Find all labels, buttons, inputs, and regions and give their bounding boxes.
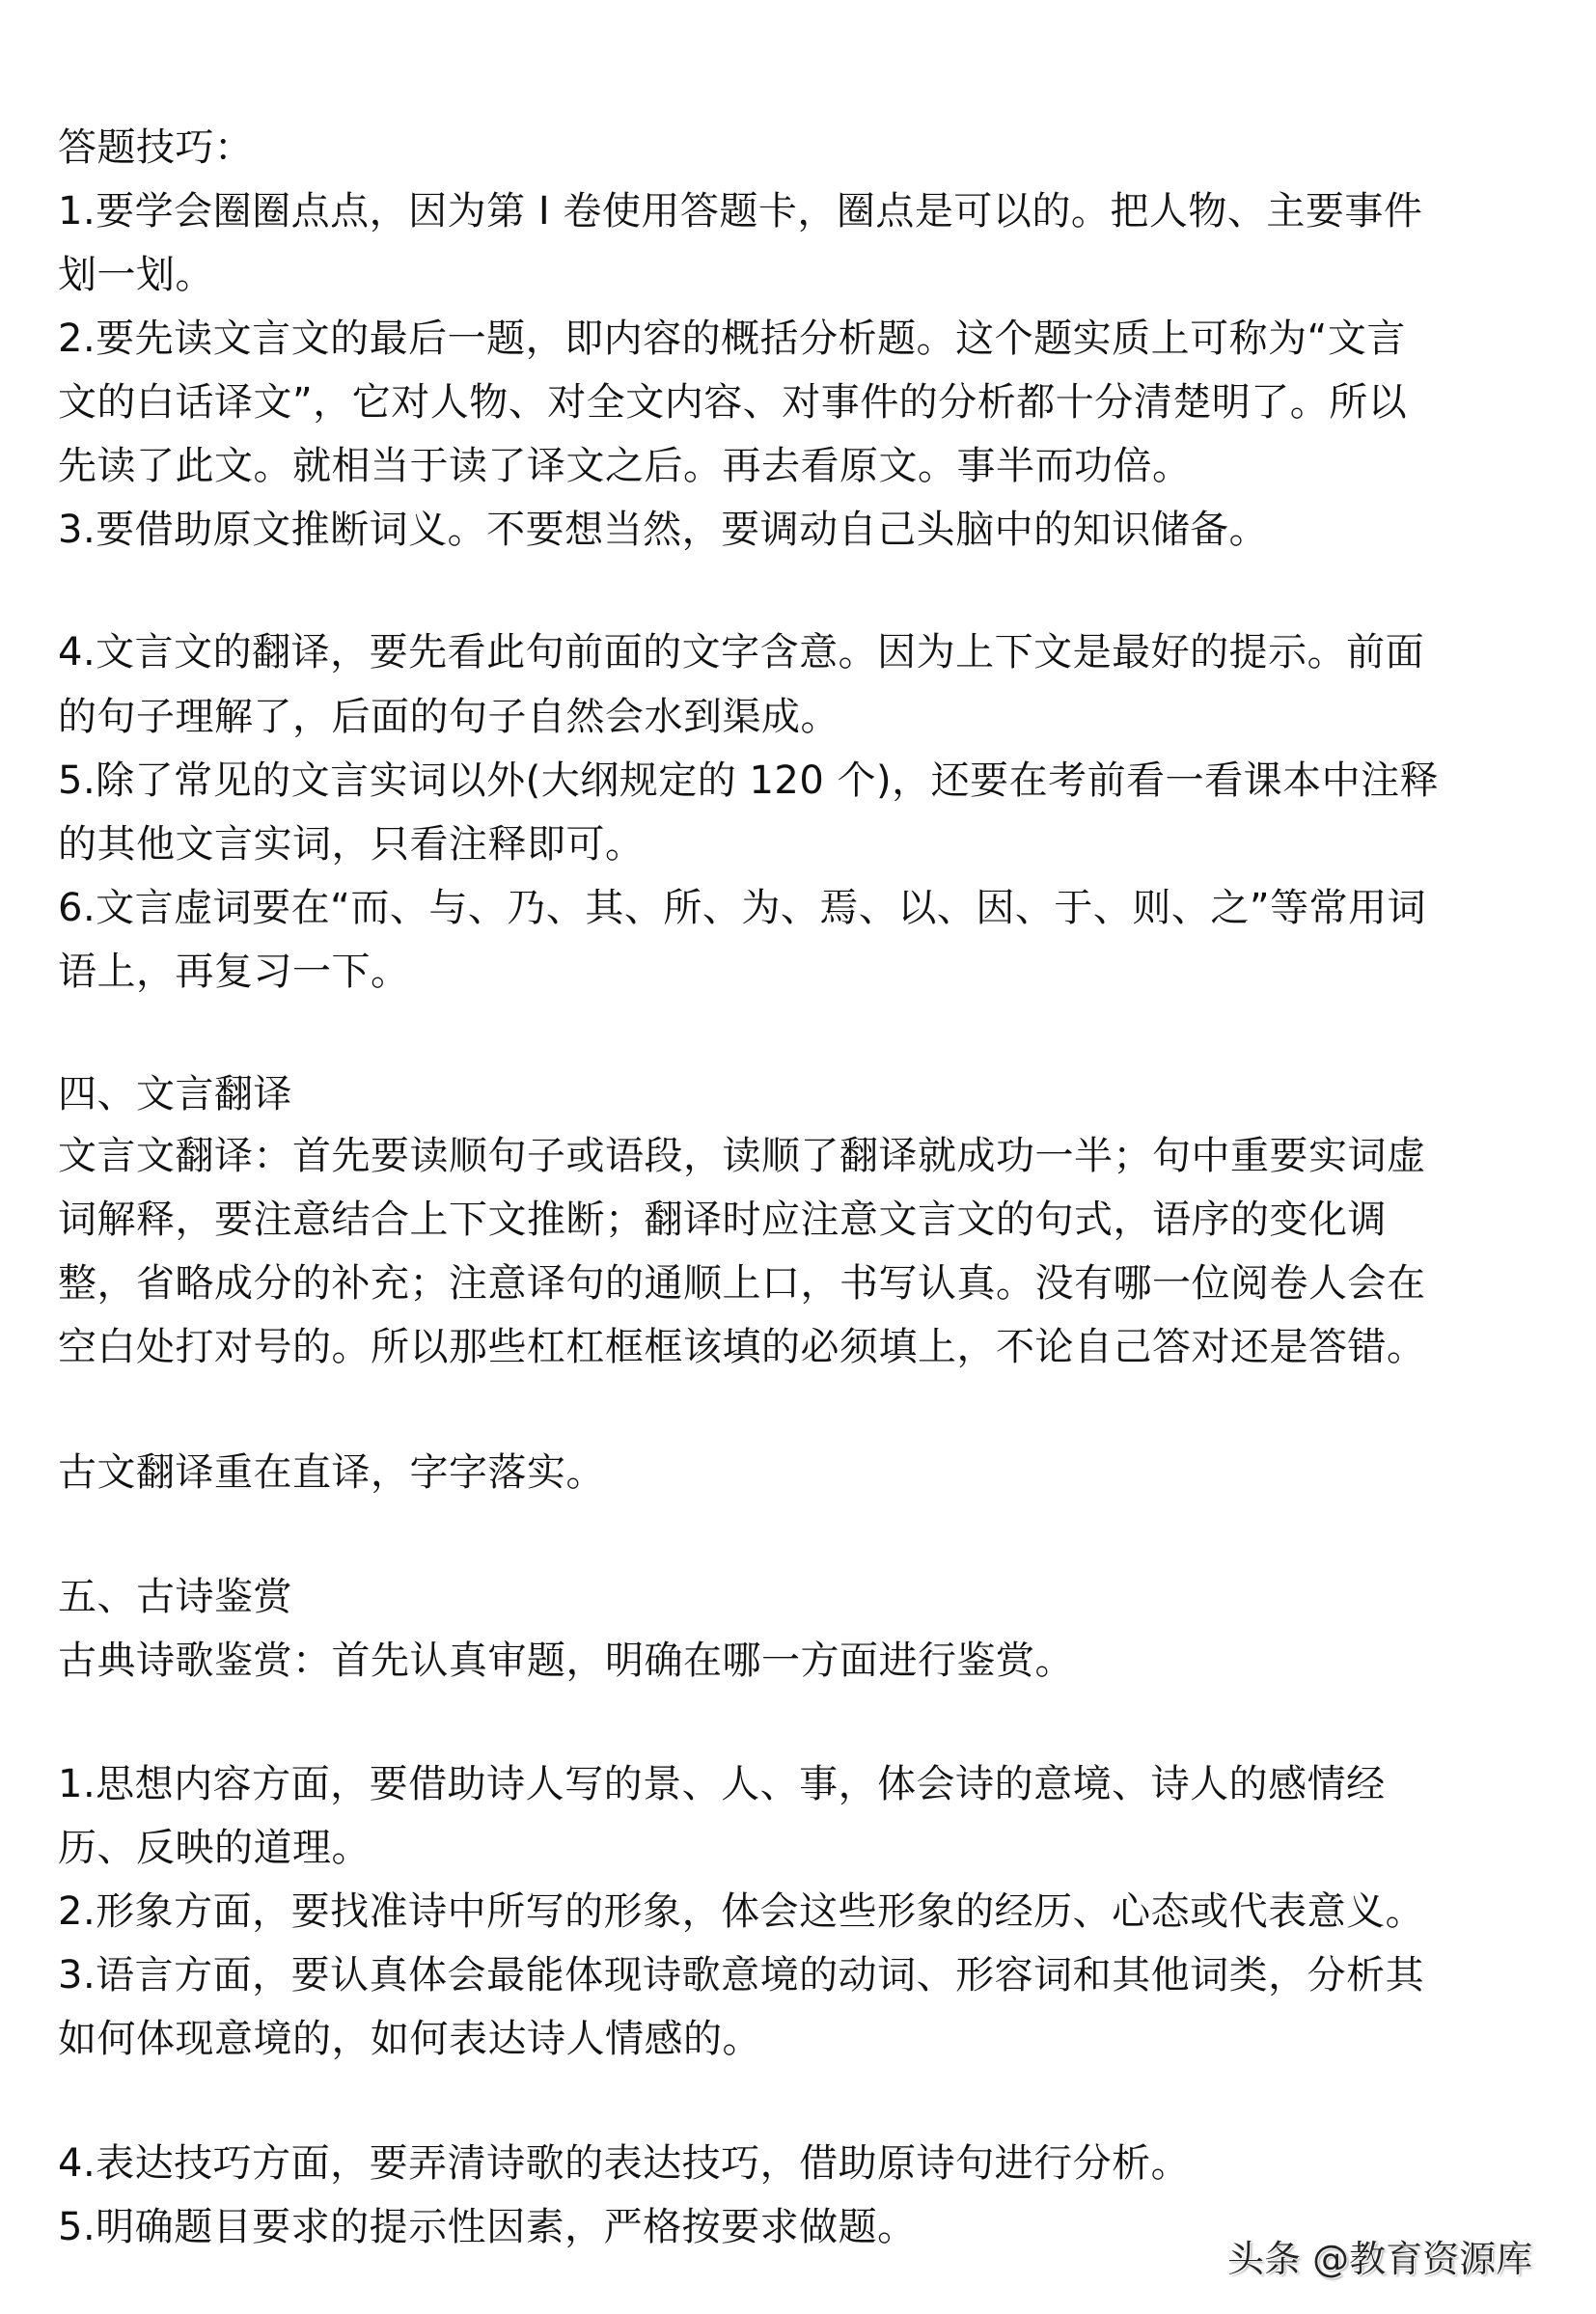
text-line: 1.思想内容方面，要借助诗人写的景、人、事，体会诗的意境、诗人的感情经 — [58, 1762, 1386, 1806]
text-line: 5.明确题目要求的提示性因素，严格按要求做题。 — [58, 2205, 917, 2249]
watermark: 头条 @教育资源库 — [1227, 2238, 1533, 2280]
text-line: 先读了此文。就相当于读了译文之后。再去看原文。事半而功倍。 — [58, 444, 1192, 488]
text-line: 整，省略成分的补充；注意译句的通顺上口，书写认真。没有哪一位阅卷人会在 — [58, 1261, 1426, 1306]
text-line: 答题技巧： — [58, 125, 254, 170]
text-line: 空白处打对号的。所以那些杠杠框框该填的必须填上，不论自己答对还是答错。 — [58, 1325, 1426, 1369]
text-line: 1.要学会圈圈点点，因为第 I 卷使用答题卡，圈点是可以的。把人物、主要事件 — [58, 189, 1423, 234]
text-line: 划一划。 — [58, 253, 214, 297]
text-line: 历、反映的道理。 — [58, 1826, 371, 1870]
text-line: 3.语言方面，要认真体会最能体现诗歌意境的动词、形容词和其他词类，分析其 — [58, 1953, 1425, 1997]
text-line: 4.文言文的翻译，要先看此句前面的文字含意。因为上下文是最好的提示。前面 — [58, 630, 1425, 675]
text-line: 古文翻译重在直译，字字落实。 — [58, 1450, 605, 1495]
text-line: 2.要先读文言文的最后一题，即内容的概括分析题。这个题实质上可称为“文言 — [58, 317, 1406, 361]
text-line: 5.除了常见的文言实词以外(大纲规定的 120 个)，还要在考前看一看课本中注释 — [58, 758, 1440, 803]
text-line: 的句子理解了，后面的句子自然会水到渠成。 — [58, 695, 839, 739]
text-line: 五、古诗鉴赏 — [58, 1575, 292, 1619]
text-line: 文的白话译文”，它对人物、对全文内容、对事件的分析都十分清楚明了。所以 — [58, 380, 1408, 425]
text-line: 古典诗歌鉴赏：首先认真审题，明确在哪一方面进行鉴赏。 — [58, 1639, 1074, 1683]
text-line: 3.要借助原文推断词义。不要想当然，要调动自己头脑中的知识储备。 — [58, 508, 1269, 552]
text-line: 4.表达技巧方面，要弄清诗歌的表达技巧，借助原诗句进行分析。 — [58, 2141, 1191, 2186]
text-line: 的其他文言实词，只看注释即可。 — [58, 822, 645, 867]
text-line: 文言文翻译：首先要读顺句子或语段，读顺了翻译就成功一半；句中重要实词虚 — [58, 1134, 1426, 1178]
text-line: 2.形象方面，要找准诗中所写的形象，体会这些形象的经历、心态或代表意义。 — [58, 1889, 1425, 1934]
text-line: 6.文言虚词要在“而、与、乃、其、所、为、焉、以、因、于、则、之”等常用词 — [58, 886, 1427, 930]
text-line: 语上，再复习一下。 — [58, 950, 410, 994]
text-line: 四、文言翻译 — [58, 1072, 292, 1116]
text-line: 如何体现意境的，如何表达诗人情感的。 — [58, 2017, 761, 2061]
text-line: 词解释，要注意结合上下文推断；翻译时应注意文言文的句式，语序的变化调 — [58, 1198, 1387, 1242]
